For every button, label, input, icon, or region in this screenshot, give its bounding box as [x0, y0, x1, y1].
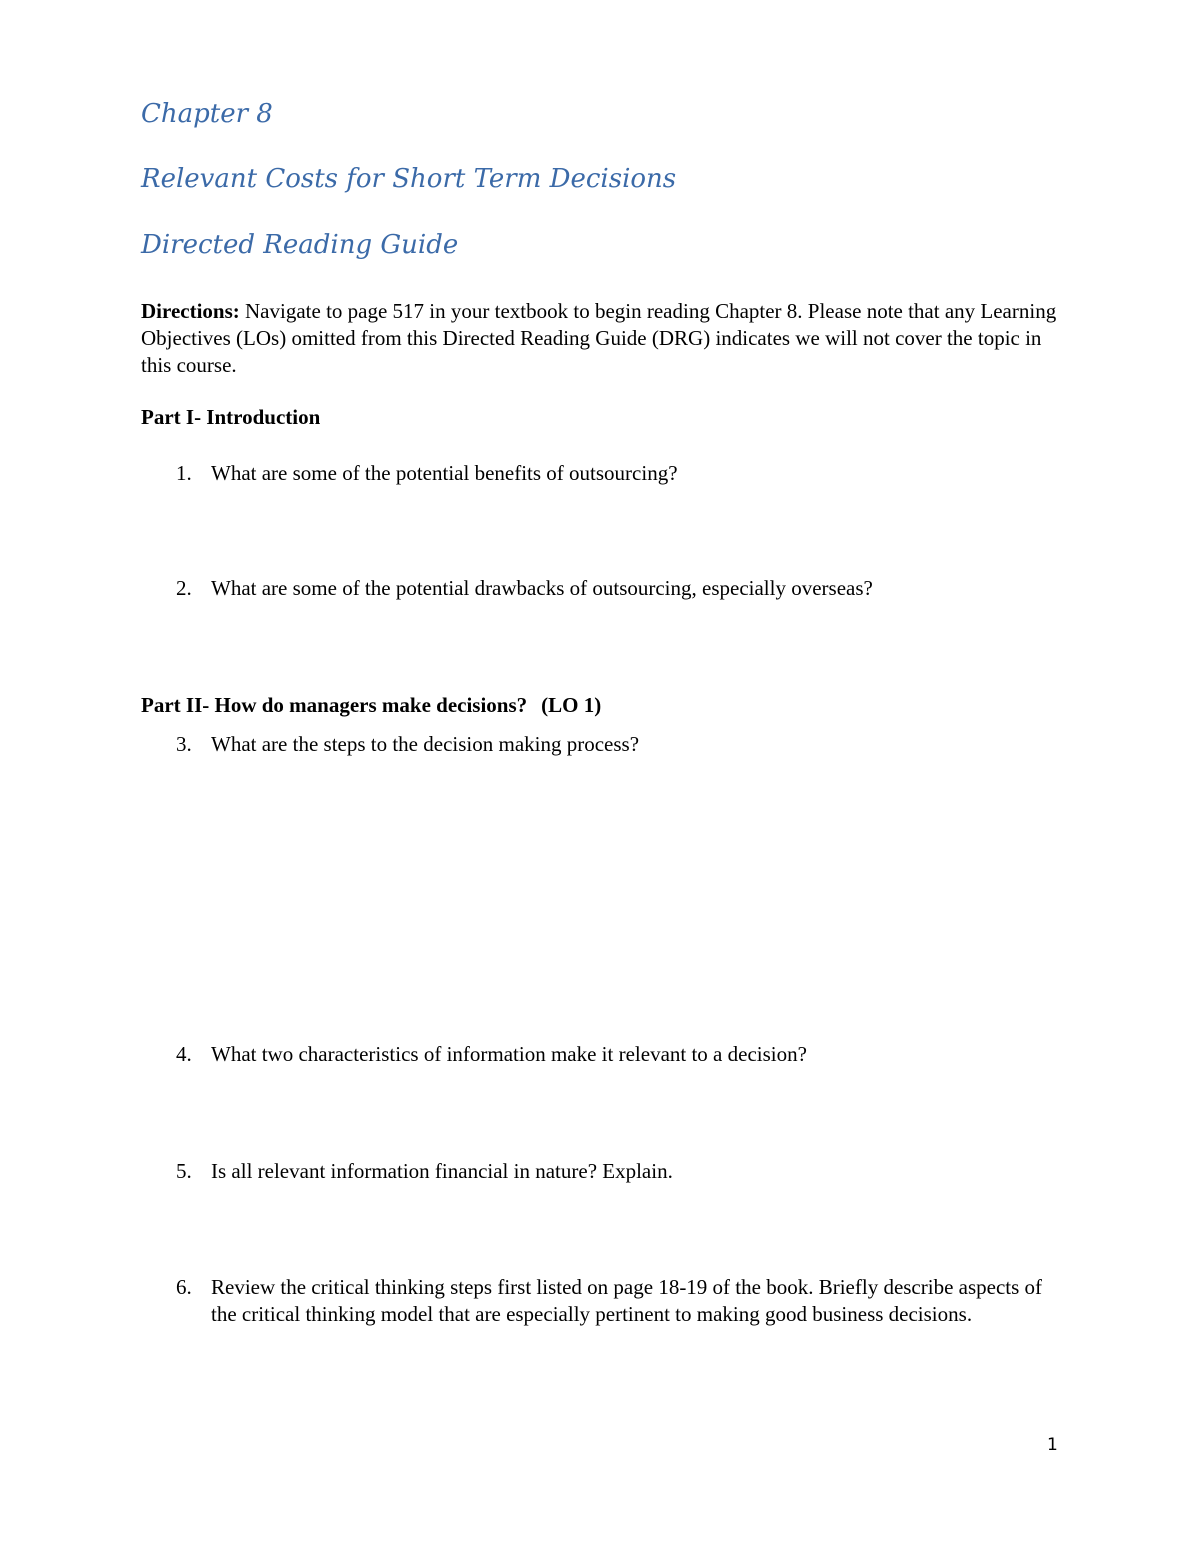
question-text: Is all relevant information financial in nature? Explain.: [211, 1159, 673, 1183]
question-text: What are some of the potential drawbacks of outsourcing, especially overseas?: [211, 576, 873, 600]
subtitle-heading: Directed Reading Guide: [141, 230, 459, 260]
question-text: What are the steps to the decision making process?: [211, 732, 640, 756]
chapter-heading: Chapter 8: [141, 99, 273, 129]
part2-title: [141, 692, 601, 719]
title-heading: Relevant Costs for Short Term Decisions: [141, 164, 677, 194]
directions-label: Directions:: [141, 299, 240, 323]
question-number: 6.: [176, 1275, 192, 1299]
directions-text: Navigate to page 517 in your textbook to begin reading Chapter 8. Please note that any Learning Objectives (LOs) omitted from this Directed Reading Guide (DRG) indicates we will not cover the topic in this course.: [141, 299, 1057, 377]
question-text: What two characteristics of information make it relevant to a decision?: [211, 1042, 807, 1066]
question-number: 3.: [176, 732, 192, 756]
question-number: 4.: [176, 1042, 192, 1066]
part2-title-text: Part II- How do managers make decisions?: [141, 693, 528, 717]
part2-learning-objective: (LO 1): [541, 693, 602, 717]
question-text: What are some of the potential benefits of outsourcing?: [211, 461, 678, 485]
question-text: Review the critical thinking steps first listed on page 18-19 of the book. Briefly describe aspects of the critical thinking model that are especially pertinent to making good business decisions.: [211, 1275, 1043, 1326]
question-number: 2.: [176, 576, 192, 600]
page-number: 1: [1047, 1435, 1058, 1455]
question-number: 1.: [176, 461, 192, 485]
question-number: 5.: [176, 1159, 192, 1183]
part1-title: Part I- Introduction: [141, 405, 321, 429]
directions-paragraph: [141, 298, 1061, 379]
